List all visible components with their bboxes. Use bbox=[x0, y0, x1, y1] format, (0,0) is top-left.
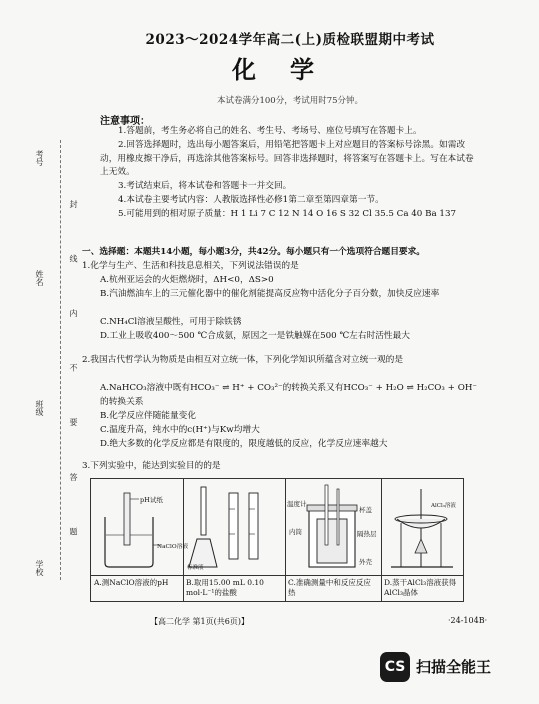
q1-option-b: B.汽油燃油车上的三元催化器中的催化剂能提高反应物中活化分子百分数，加快反应速率 bbox=[100, 289, 440, 299]
seal-line-text: 封 线 内 不 要 答 题 bbox=[69, 200, 78, 558]
caption-c: C.准确测量中和反应反应热 bbox=[285, 575, 381, 601]
beaker-ph-diagram bbox=[91, 479, 183, 575]
notice-item-4: 4.本试卷主要考试内容：人教版选择性必修1第二章至第四章第一节。 bbox=[118, 195, 384, 205]
label-naclo: NaClO溶液 bbox=[157, 544, 189, 550]
q1-option-c: C.NH₄Cl溶液呈酸性，可用于除铁锈 bbox=[100, 317, 242, 327]
caption-b: B.取用15.00 mL 0.10 mol·L⁻¹的盐酸 bbox=[183, 575, 285, 601]
side-label-exam-no: 考号 bbox=[35, 150, 44, 166]
label-alcl3-solution: AlCl₃溶液 bbox=[431, 503, 456, 509]
q3-cell-d bbox=[381, 479, 463, 601]
notice-item-5: 5.可能用到的相对原子质量：H 1 Li 7 C 12 N 14 O 16 S 32 Cl 35.5 Ca 40 Ba 137 bbox=[118, 209, 456, 219]
q3-cell-c bbox=[285, 479, 382, 601]
caption-d: D.蒸干AlCl₃溶液获得AlCl₃晶体 bbox=[381, 575, 463, 601]
notice-item-2: 2.回答选择题时，选出每小题答案后，用铅笔把答题卡上对应题目的答案标号涂黑。如需改动，用橡皮擦干净后，再选涂其他答案标号。回答非选择题时，将答案写在答题卡上。写在本试卷上无效。 bbox=[100, 140, 474, 177]
burette-flask-diagram bbox=[183, 479, 285, 575]
side-label-school: 学校 bbox=[35, 560, 44, 576]
q2-option-a: A.NaHCO₃溶液中既有HCO₃⁻ ⇌ H⁺ + CO₃²⁻的转换关系又有HCO₃⁻ + H₂O ⇌ H₂CO₃ + OH⁻的转换关系 bbox=[100, 383, 477, 407]
paper-code: ·24-104B· bbox=[448, 616, 488, 625]
label-lid: 杯盖 bbox=[359, 506, 372, 514]
notice-item-1: 1.答题前，考生务必将自己的姓名、考生号、考场号、座位号填写在答题卡上。 bbox=[118, 126, 422, 136]
caption-a: A.测NaClO溶液的pH bbox=[91, 575, 183, 601]
camscanner-logo-icon: CS bbox=[380, 652, 410, 682]
q1-option-d: D.工业上吸收400～500 ℃合成氨，原因之一是铁触媒在500 ℃左右时活性最大 bbox=[100, 331, 410, 341]
label-insulation: 隔热层 bbox=[357, 530, 377, 538]
notice-item-3: 3.考试结束后，将本试卷和答题卡一并交回。 bbox=[118, 181, 292, 191]
q2-stem: 2.我国古代哲学认为物质是由相互对立统一体，下列化学知识所蕴含对立统一观的是 bbox=[82, 355, 404, 365]
side-label-class: 班级 bbox=[35, 400, 44, 416]
q2-option-b: B.化学反应伴随能量变化 bbox=[100, 411, 197, 421]
exam-title: 2023～2024学年高二(上)质检联盟期中考试 bbox=[145, 32, 435, 48]
q2-option-d: D.绝大多数的化学反应都是有限度的，限度越低的反应，化学反应速率越大 bbox=[100, 439, 388, 449]
label-ph-paper: pH试纸 bbox=[140, 496, 163, 504]
q3-stem: 3.下列实验中，能达到实验目的的是 bbox=[82, 461, 221, 471]
evaporating-dish-diagram bbox=[381, 479, 463, 575]
q3-figure-table bbox=[90, 478, 464, 602]
subject-title: 化学 bbox=[232, 55, 348, 84]
q1-option-a: A.杭州亚运会的火炬燃烧时，ΔH<0，ΔS>0 bbox=[100, 275, 274, 285]
side-label-name: 姓名 bbox=[35, 270, 44, 286]
q2-option-c: C.温度升高，纯水中的c(H⁺)与Kw均增大 bbox=[100, 425, 260, 435]
binding-line bbox=[60, 140, 61, 580]
section-heading: 一、选择题：本题共14小题，每小题3分，共42分。每小题只有一个选项符合题目要求。 bbox=[82, 247, 425, 257]
label-inner-cup: 内筒 bbox=[289, 528, 302, 536]
q3-cell-a bbox=[91, 479, 189, 601]
label-standard-solution: 标准液 bbox=[187, 565, 204, 571]
camscanner-badge bbox=[380, 652, 514, 688]
label-outer-shell: 外壳 bbox=[359, 558, 372, 566]
notice-title: 注意事项： bbox=[100, 116, 150, 127]
q3-cell-b bbox=[183, 479, 286, 601]
q1-stem: 1.化学与生产、生活和科技息息相关，下列说法错误的是 bbox=[82, 261, 299, 271]
camscanner-text: 扫描全能王 bbox=[416, 658, 492, 676]
exam-info: 本试卷满分100分，考试用时75分钟。 bbox=[216, 96, 364, 106]
page-footer: 【高二化学 第1页(共6页)】 bbox=[150, 617, 249, 626]
label-thermometer: 温度计 bbox=[287, 500, 307, 508]
